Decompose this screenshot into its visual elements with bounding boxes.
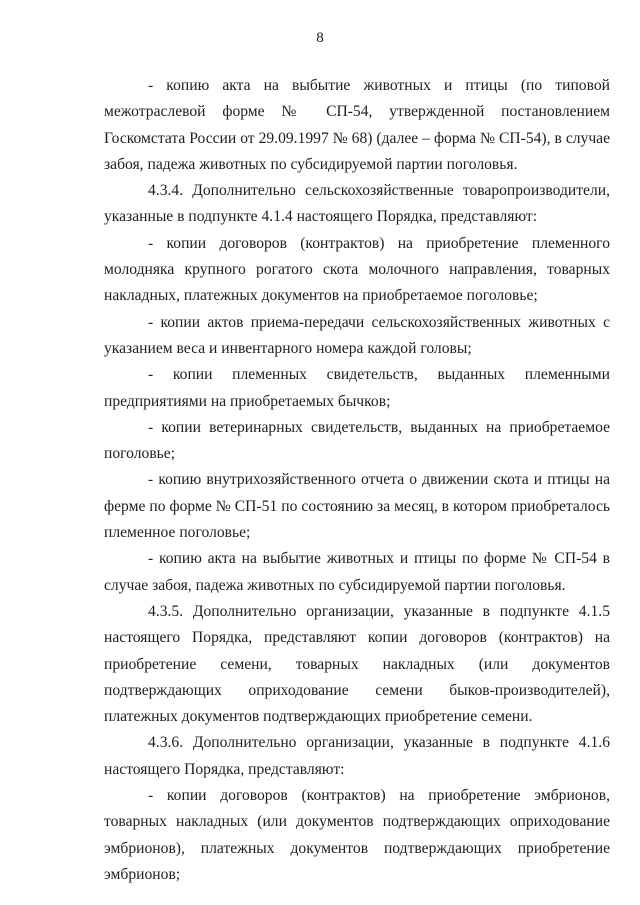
paragraph-farm-report-sp51: - копию внутрихозяйственного отчета о движении скота и птицы на ферме по форме № СП-51 по состоянию за месяц, в котором приобреталось племенное поголовье;: [104, 471, 610, 542]
document-body: [104, 73, 610, 888]
paragraph-veterinary-certificates: - копии ветеринарных свидетельств, выданных на приобретаемое поголовье;: [104, 418, 610, 463]
paragraph-embryo-contracts: - копии договоров (контрактов) на приобретение эмбрионов, товарных накладных (или документов подтверждающих оприходование эмбрионов), платежных документов подтверждающих приобретение эмбрионов;: [104, 787, 610, 883]
page-number: 8: [316, 30, 324, 46]
paragraph-4-3-5: 4.3.5. Дополнительно организации, указанные в подпункте 4.1.5 настоящего Порядка, представляют копии договоров (контрактов) на приобретение семени, товарных накладных (или документов подтверждающих оприходование семени быков-производителей), платежных документов подтверждающих приобретение семени.: [104, 602, 610, 726]
paragraph-4-3-6: 4.3.6. Дополнительно организации, указанные в подпункте 4.1.6 настоящего Порядка, представляют:: [104, 734, 610, 778]
paragraph-transfer-acts: - копии актов приема-передачи сельскохозяйственных животных с указанием веса и инвентарного номера каждой головы;: [104, 313, 610, 357]
paragraph-breeding-certificates: - копии племенных свидетельств, выданных племенными предприятиями на приобретаемых бычков;: [104, 366, 610, 410]
paragraph-act-sp54-second: - копию акта на выбытие животных и птицы по форме № СП-54 в случае забоя, падежа животных по субсидируемой партии поголовья.: [104, 550, 610, 594]
paragraph-4-3-4: 4.3.4. Дополнительно сельскохозяйственные товаропроизводители, указанные в подпункте 4.1.4 настоящего Порядка, представляют:: [104, 182, 610, 226]
paragraph-contracts-heifers: - копии договоров (контрактов) на приобретение племенного молодняка крупного рогатого скота молочного направления, товарных накладных, платежных документов на приобретаемое поголовье;: [104, 234, 610, 305]
paragraph-act-sp54-first: - копию акта на выбытие животных и птицы (по типовой межотраслевой форме № СП-54, утвержденной постановлением Госкомстата России от 29.09.1997 № 68) (далее – форма № СП-54), в случае забоя, падежа животных по субсидируемой партии поголовья.: [104, 77, 610, 173]
